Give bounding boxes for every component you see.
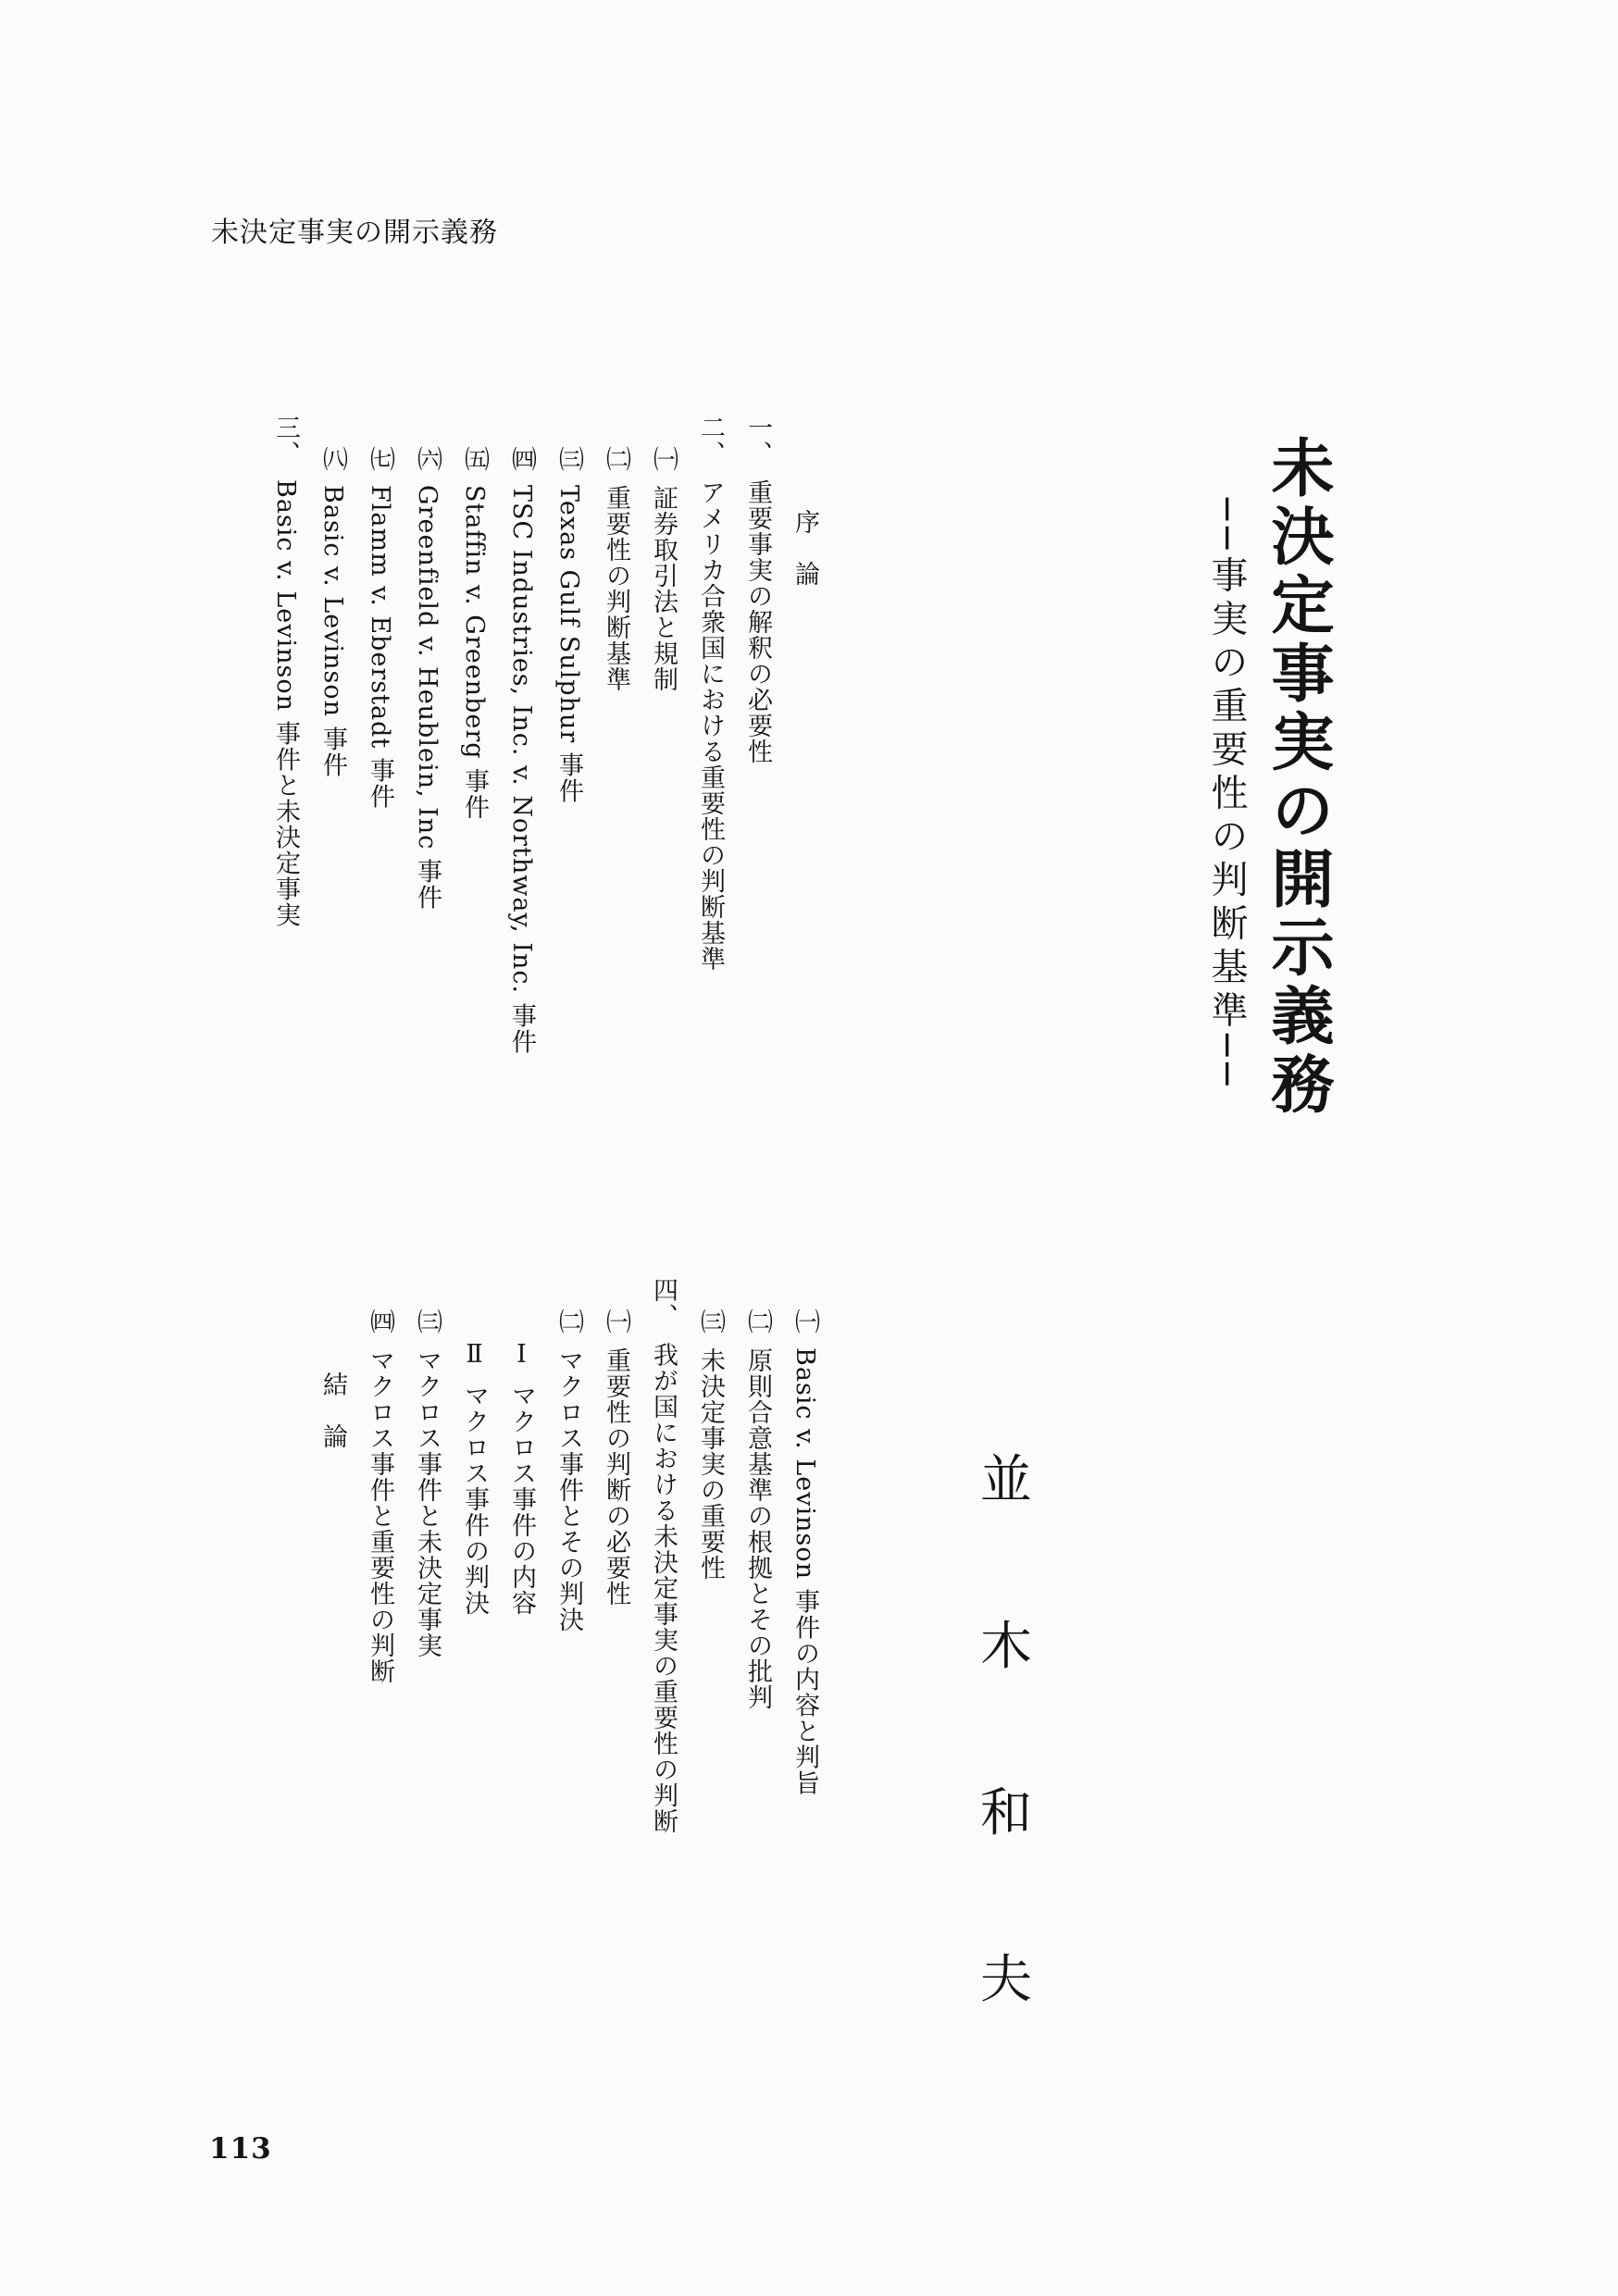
toc-entry-marker: ㈡ <box>554 1309 583 1334</box>
toc-entry-marker: ㈡ <box>743 1309 772 1334</box>
toc-entry-label: マクロス事件とその判決 <box>554 1347 583 1632</box>
toc-entry <box>498 1277 545 1906</box>
toc-entry <box>687 1277 734 1906</box>
toc-entry <box>734 1277 781 1906</box>
toc-entry <box>687 415 734 1007</box>
toc-entry-label: 重要性の判断基準 <box>602 485 630 692</box>
toc-entry-label: 未決定事実の重要性 <box>696 1347 725 1581</box>
toc-entry <box>451 1277 498 1906</box>
toc-entry-marker: ㈢ <box>696 1309 725 1334</box>
toc-entry <box>404 415 451 1007</box>
toc-entry-marker: 三、 <box>271 415 300 466</box>
toc-entry <box>451 415 498 1007</box>
toc-entry-marker: ㈠ <box>649 446 678 472</box>
toc-entry-label: マクロス事件の判決 <box>460 1383 489 1616</box>
toc-entry-label: Greenfield v. Heublein, Inc 事件 <box>413 485 442 911</box>
toc-entry-marker: 二、 <box>696 415 725 466</box>
toc-entry-marker: Ⅰ <box>507 1340 536 1370</box>
author-char: 木 <box>980 1617 1032 1677</box>
toc-entry-marker: 四、 <box>649 1277 678 1329</box>
toc-entry-label: 重要性の判断の必要性 <box>602 1347 630 1607</box>
toc-entry <box>734 415 781 1007</box>
toc-entry <box>309 1277 356 1906</box>
toc-entry-label: 結 論 <box>318 1371 347 1449</box>
toc-entry-marker: ㈣ <box>507 446 536 472</box>
toc-entry-label: 我が国における未決定事実の重要性の判断 <box>649 1342 678 1834</box>
author-name <box>974 1439 1039 2013</box>
toc-entry <box>356 415 404 1007</box>
toc-entry-label: Flamm v. Eberstadt 事件 <box>366 485 394 810</box>
toc-entry-label: Basic v. Levinson 事件 <box>318 485 347 778</box>
toc-upper <box>271 415 828 1055</box>
toc-entry-marker: ㈤ <box>460 446 489 472</box>
toc-entry <box>309 415 356 1007</box>
article-subtitle: ──事実の重要性の判断基準── <box>1205 498 1248 1092</box>
toc-entry <box>781 415 828 1007</box>
author-char: 並 <box>980 1450 1032 1510</box>
page-number: 113 <box>209 2132 272 2166</box>
toc-entry-label: 重要事実の解釈の必要性 <box>743 479 772 764</box>
toc-entry-marker: ㈢ <box>554 446 583 472</box>
toc-entry-label: マクロス事件と未決定事実 <box>413 1347 442 1658</box>
article-title: 未決定事実の開示義務 <box>1261 435 1334 1120</box>
toc-entry-marker: ㈣ <box>366 1309 394 1334</box>
toc-entry-label: 証券取引法と規制 <box>649 485 678 692</box>
toc-entry <box>498 415 545 1055</box>
toc-entry-marker: ㈢ <box>413 1309 442 1334</box>
toc-entry <box>640 415 687 1007</box>
toc-entry-label: Texas Gulf Sulphur 事件 <box>554 485 583 804</box>
toc-entry <box>545 415 592 1007</box>
toc-entry <box>545 1277 592 1906</box>
toc-entry-marker: ㈦ <box>366 446 394 472</box>
toc-entry-label: Staffin v. Greenberg 事件 <box>460 485 489 821</box>
toc-entry-label: マクロス事件と重要性の判断 <box>366 1347 394 1684</box>
toc-entry <box>592 1277 640 1906</box>
toc-entry <box>781 1277 828 1906</box>
toc-entry-marker: 一、 <box>743 415 772 466</box>
toc-entry-marker: Ⅱ <box>460 1340 489 1370</box>
toc-entry-label: 原則合意基準の根拠とその批判 <box>743 1347 772 1710</box>
toc-entry-marker: ㈠ <box>790 1309 819 1334</box>
author-char: 和 <box>980 1783 1032 1843</box>
toc-lower <box>318 1277 828 1906</box>
author-char: 夫 <box>980 1950 1032 2010</box>
toc-entry-label: Basic v. Levinson 事件と未決定事実 <box>271 479 300 928</box>
toc-entry-marker: ㈥ <box>413 446 442 472</box>
toc-entry-label: Basic v. Levinson 事件の内容と判旨 <box>790 1347 819 1796</box>
toc-entry <box>356 1277 404 1906</box>
toc-entry-marker: ㈡ <box>602 446 630 472</box>
toc-entry-label: TSC Industries, Inc. v. Northway, Inc. 事件 <box>507 485 536 1055</box>
toc-entry-label: 序 論 <box>790 509 819 587</box>
toc-entry <box>262 415 309 1007</box>
toc-entry <box>592 415 640 1007</box>
toc-entry-marker: ㈠ <box>602 1309 630 1334</box>
toc-entry-label: アメリカ合衆国における重要性の判断基準 <box>696 479 725 972</box>
toc-entry <box>404 1277 451 1906</box>
toc-entry-marker: ㈧ <box>318 446 347 472</box>
toc-entry <box>640 1277 687 1906</box>
toc-entry-label: マクロス事件の内容 <box>507 1383 536 1616</box>
running-head: 未決定事実の開示義務 <box>211 217 498 249</box>
